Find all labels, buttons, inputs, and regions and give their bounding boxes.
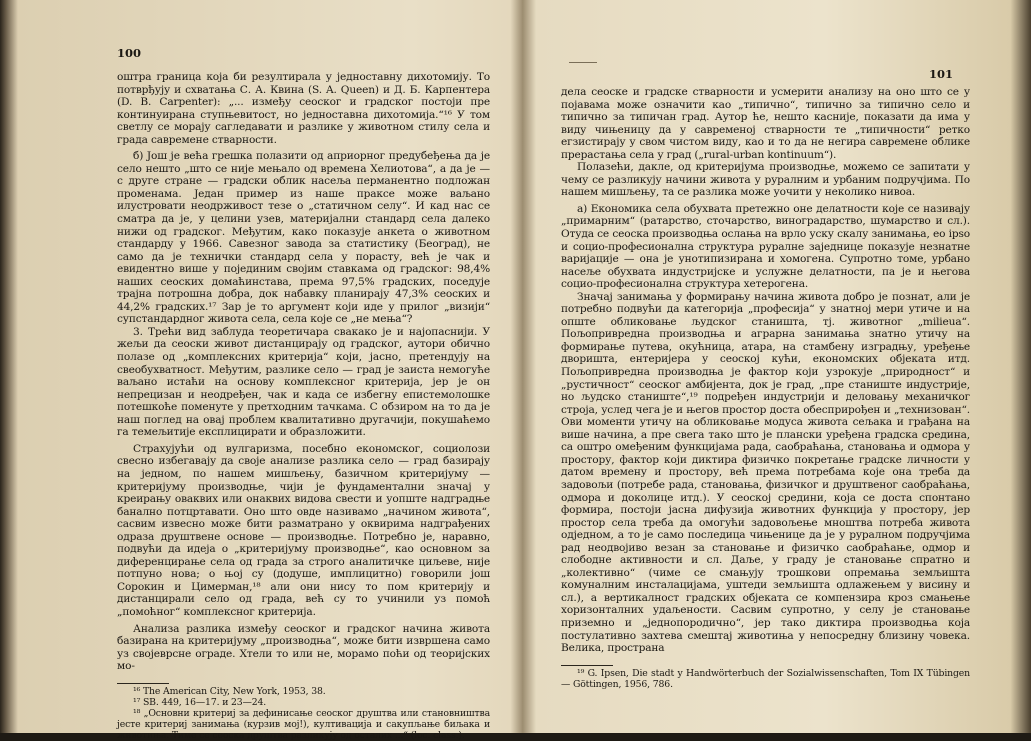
footnote-rule [561,665,613,666]
page-number-left: 100 [117,46,142,60]
footnote: ¹⁸ „Основни критериј за дефинисање сеоског друштва или становништва јесте критериј занимања (курзив мој!), култивација и сакупљање биљака и животиња. Тиме се сеоска друштва разликују од осталих ...“ (loc. class.). [117,707,490,741]
left-page-body [117,71,490,741]
footnote: ¹⁷ SB. 449, 16—17. и 23—24. [133,696,267,708]
page-number-right: 101 [928,67,953,81]
paragraph: Значај занимања у формирању начина живота добро је познат, али је потребно подвући да категорија „професија“ у знатној мери утиче и на опште обликовање људског станишта, тј. животног „milieua“. Пољопривредна производња и аграрна занимања знатно утичу на формирање путева, окућница, атара, на стамбену изградњу, уређење дворишта, ентеријера у сеоској кући, економских објеката итд. Пољопривредна производња је фактор који узрокује „природност“ и „рустичност“ сеоског амбијента, док је град, „пре станиште индустрије, но људско станиште“,¹⁹ подређен индустрији и деловању механичког строја, услед чега је и његов простор доста обесприрођен и „технизован“. Ови моменти утичу на обликовање модуса живота сељака и грађана на више начина, а пре свега тако што је плански уређена градска средина, са оштро омеђеним функцијама рада, саобраћања, становања и одмора у простору, фактор који диктира физичко покретање градске личности у датом времену и простору, већ према потребама које она треба да задовољи (потребе рада, становања, физичког и друштвеног саобраћања, одмора и доколице итд.). У сеоској средини, која се доста спонтано формира, постоји јасна дифузија животних функција у простору, јер простор села треба да омогући задовољење мноштва потреба живота одједном, а то је само последица чињенице да је у руралном подручјима рад неодвојиво везан за становање и физичко саобраћање, одмор и слободне активности и сл. Даље, у граду је становање спратно и „колективно“ (чиме се смањују трошкови опремања земљишта комуналним инсталацијама, уштеди земљишта одлажењем у висину и сл.), а вертикалност градских објеката се компензира кроз смањење хоризонталних удаљености. Сасвим супротно, у селу је становање приземно и „једнопородично“, јер тако диктира производња која постулативно захтева смештај животиња у непосредну близину човека. Велика, пространа [561,290,970,655]
footnotes-left [117,686,490,741]
paragraph: б) Још је већа грешка полазити од априорног предубеђења да је село нешто „што се није мењало од времена Хелиотова“, а да је — с друге стране — градски облик насеља перманентно подложан променама. Један пример из наше праксе може ваљано илустровати неодрживост тезе о „статичном селу“. И кад нас се смaтра да је, у целини узев, материјални стандард села далеко нижи од градског. Међутим, како показује анкета о животном стандарду у 1966. Савезног завода за статистику (Београд), не само да је технички стандард села у порасту, већ је чак и евидентно више у појединим својим ставкама од градског: 98,4% наших сеоских домаћинстава, према 97,5% градских, поседује трајна потрошна добра, док набавку планирају 47,3% сеоских и 44,2% градских.¹⁷ Зар је то аргумент који иде у прилог „визији“ супстандардног живота села, села које се „не мења“? [117,150,490,326]
header-mark [569,62,597,63]
paragraph: Полазећи, дакле, од критеријума производње, можемо се запитати у чему се разликују начини живота у руралним и урбаним подручјима. По нашем мишљењу, та се разлика може уочити у неколико нивоа. [561,161,970,199]
footnotes-right [561,668,970,690]
paragraph: дела сеоске и градске стварности и усмерити анализу на оно што се у појавама може означити као „типично“, типично за типично село и типично за типичан град. Аутор ће, нешто касније, показати да има у виду чињеницу да у савременој стварности те „типичности“ ретко егзистирају у свом чистом виду, као и то да не негира савремене облике прерастања села у град („rural-urban kontinuum“). [561,86,970,161]
footnote: ¹⁹ G. Ipsen, Die stadt y Handwörterbuch der Sozialwissenschaften, Tom IX Tübingen — Göttingen, 1956, 786. [561,667,970,690]
footnote-rule [117,683,169,684]
paragraph: оштра граница која би резултирала у једноставну дихотомију. То потврђују и схватања С. А. Квина (S. A. Queen) и Д. Б. Карпентера (D. B. Carpenter): „... између сеоског и градског постоји пре континуирана ступњевитост, но једноставна дихотомија.“¹⁶ У том светлу се морају сагледавати и разлике у животном стилу села и града савремене стварности. [117,71,490,146]
paragraph: 3. Трећи вид заблуда теоретичара свакако је и најопаснији. У жељи да сеоски живот дистанцирају од градског, аутори обично полазе од „комплексних критерија“ који, јасно, претендују на свеобухватност. Међутим, разлике село — град је заиста немогуће ваљано истаћи на основу комплексног критерија, јер је он непрецизан и неодређен, чак и када се избегну епистемолошке потешкоће поменуте у претходним тачкама. С обзиром на то да је наш поглед на овај проблем квалитативно другачији, покушаћемо га темељитије експлицирати и образложити. [117,325,490,439]
footnote: ¹⁶ The American City, New York, 1953, 38. [133,685,326,697]
paragraph: Страхујући од вулгаризма, посебно економског, социолози свесно избегавају да своје анализе разлика село — град базирају на једном, по нашем мишљењу, базичном критеријуму — критеријуму производње, чији је фундаментални значај у креирању оваквих или онаквих видова свести и уопште надградње банално потцртавати. Оно што овде називамо „начином живота“, сасвим извесно може бити разматрано у оквирима надграђених одраза друштвене основе — производње. Потребно је, наравно, подвући да идеја о „критеријуму производње“, као основном за диференцирање села од града за строго аналитичке циљеве, није потпуно нова; о њој су (додуше, имплицитно) говорили још Сорокин и Цимерман,¹⁸ али они нису то пом критерију и дистанцирали село од града, већ су то учинили уз помоћ „помоћног“ комплексног критерија. [117,442,490,618]
paragraph: Анализа разлика између сеоског и градског начина живота базирана на критеријуму „производња“, може бити извршена само уз својеврсне ограде. Хтели то или не, морамо поћи од теоријских мо- [117,622,490,673]
right-page [531,0,1031,733]
right-page-body [561,86,970,690]
paragraph: а) Економика села обухвата претежно оне делатности које се називају „примарним“ (ратарство, сточарство, виноградарство, шумарство и сл.). Отуда се сеоска производња ослања на врло уску скалу занимања, ео ipso и социо-професионална структура руралне заједнице показује незнатне варијације — она је унотипизирана и хомогена. Супротно томе, урбано насеље обухвата индустријске и услужне делатности, па је и његова социо-професионална структура хетерогена. [561,202,970,291]
